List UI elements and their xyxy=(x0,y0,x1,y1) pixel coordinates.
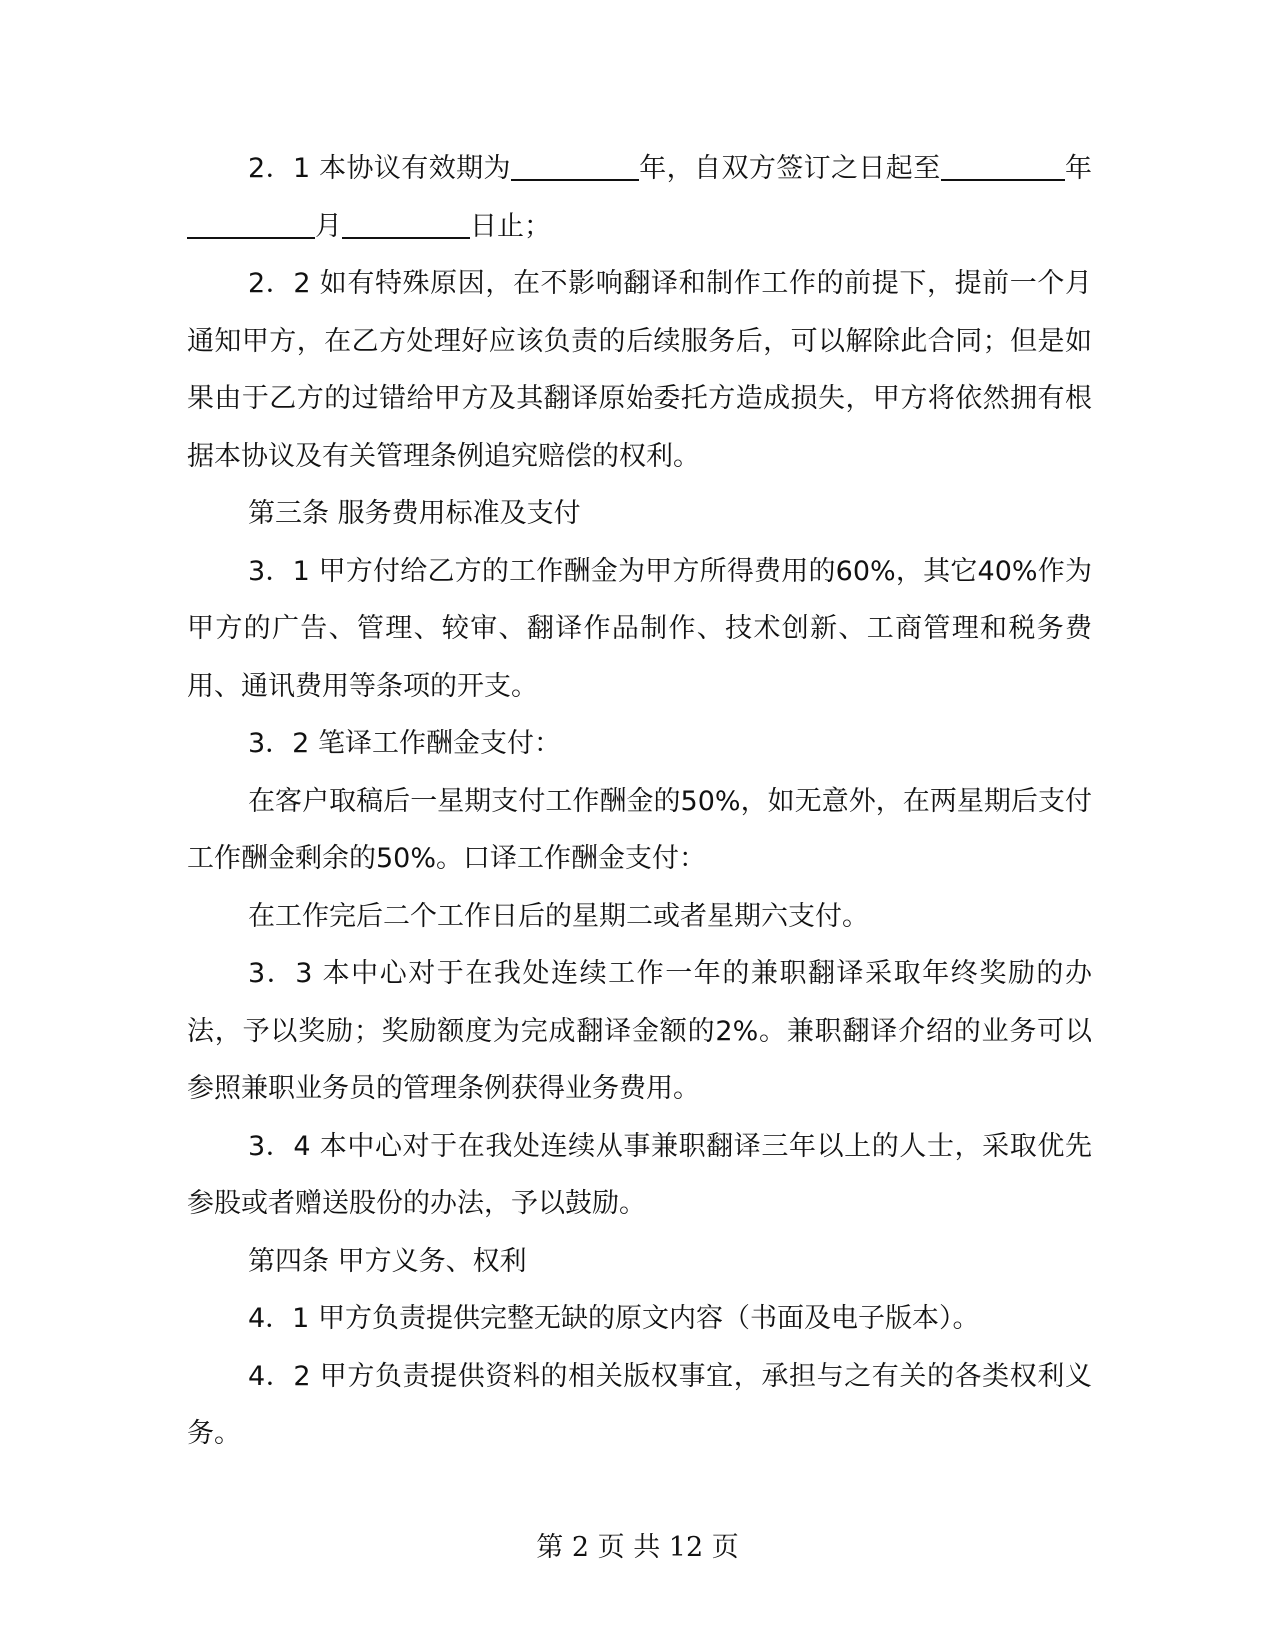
clause-4-2: 4．2 甲方负责提供资料的相关版权事宜，承担与之有关的各类权利义务。 xyxy=(187,1360,1092,1449)
blank-end-day xyxy=(342,207,470,239)
blank-end-year-part2 xyxy=(1039,149,1065,181)
clause-3-2-written-payment: 在客户取稿后一星期支付工作酬金的50%，如无意外，在两星期后支付工作酬金剩余的50%。口译工作酬金支付： xyxy=(187,785,1092,874)
clause-3-2-oral-payment: 在工作完后二个工作日后的星期二或者星期六支付。 xyxy=(248,900,869,932)
clause-2-1-text-d: 月 xyxy=(315,210,342,242)
clause-3-4: 3．4 本中心对于在我处连续从事兼职翻译三年以上的人士，采取优先参股或者赠送股份的办法，予以鼓励。 xyxy=(187,1130,1092,1219)
document-body xyxy=(187,140,1092,1463)
blank-end-year-part1 xyxy=(941,149,1039,181)
clause-3-1: 3．1 甲方付给乙方的工作酬金为甲方所得费用的60%，其它40%作为甲方的广告、管理、较审、翻译作品制作、技术创新、工商管理和税务费用、通讯费用等条项的开支。 xyxy=(187,555,1092,702)
article-3-heading: 第三条 服务费用标准及支付 xyxy=(248,498,581,529)
article-4-heading: 第四条 甲方义务、权利 xyxy=(248,1245,527,1277)
clause-2-1-text-a: 2．1 本协议有效期为 xyxy=(248,153,511,184)
clause-2-2: 2．2 如有特殊原因，在不影响翻译和制作工作的前提下，提前一个月通知甲方，在乙方处理好应该负责的后续服务后，可以解除此合同；但是如果由于乙方的过错给甲方及其翻译原始委托方造成损失，甲方将依然拥有根据本协议及有关管理条例追究赔偿的权利。 xyxy=(187,268,1092,472)
clause-3-2: 3．2 笔译工作酬金支付： xyxy=(248,728,561,759)
blank-years xyxy=(511,149,639,181)
page-number-footer: 第 2 页 共 12 页 xyxy=(536,1532,739,1563)
clause-3-3: 3．3 本中心对于在我处连续工作一年的兼职翻译采取年终奖励的办法，予以奖励；奖励额度为完成翻译金额的2%。兼职翻译介绍的业务可以参照兼职业务员的管理条例获得业务费用。 xyxy=(187,958,1092,1104)
clause-2-1-text-b: 年，自双方签订之日起至 xyxy=(638,153,941,184)
clause-4-1: 4．1 甲方负责提供完整无缺的原文内容（书面及电子版本）。 xyxy=(248,1303,980,1334)
clause-2-1 xyxy=(187,140,1092,255)
clause-2-1-text-c: 年 xyxy=(1064,153,1093,184)
blank-end-month xyxy=(187,207,315,239)
clause-2-1-text-e: 日止； xyxy=(470,210,551,242)
